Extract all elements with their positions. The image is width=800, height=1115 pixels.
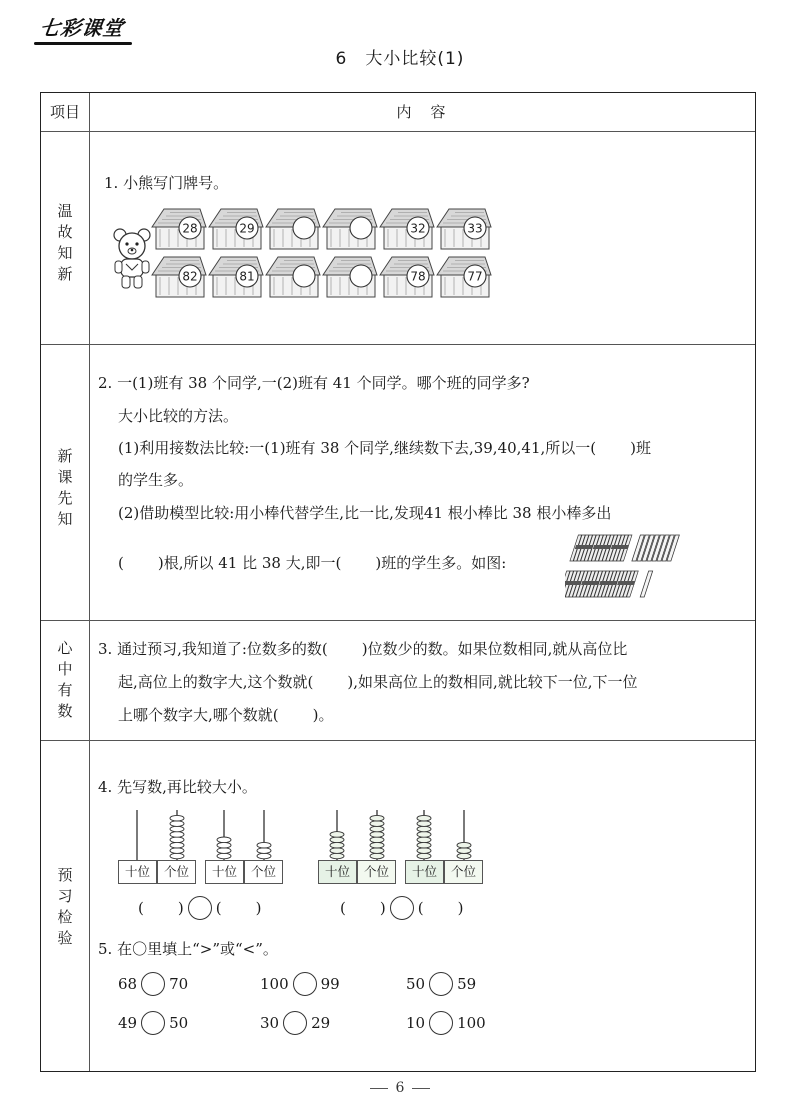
compare-circle[interactable] xyxy=(283,1011,307,1035)
brand-name: 七彩课堂 xyxy=(38,16,126,40)
page-number: 6 xyxy=(395,1080,405,1096)
abacus-bead xyxy=(457,842,471,848)
q5-pair-1: 68 70 xyxy=(118,972,188,996)
ones-place-label: 个位 xyxy=(244,860,283,884)
abacus-bead xyxy=(330,853,344,859)
house-number: 32 xyxy=(410,221,426,236)
q2-method-heading: 大小比较的方法。 xyxy=(118,407,239,425)
q5-pair-2: 100 99 xyxy=(260,972,340,996)
house-icon xyxy=(437,209,491,249)
q3-line1: 3. 通过预习,我知道了:位数多的数( )位数少的数。如果位数相同,就从高位比 xyxy=(98,640,628,658)
q3-line3: 上哪个数字大,哪个数就( )。 xyxy=(118,706,334,724)
compare-circle[interactable] xyxy=(141,972,165,996)
abacus-bead xyxy=(370,842,384,848)
abacus-bead xyxy=(330,837,344,843)
abacus-bead xyxy=(417,821,431,827)
abacus-bead xyxy=(170,848,184,854)
q2-method2-line: (2)借助模型比较:用小棒代替学生,比一比,发现41 根小棒比 38 根小棒多出 xyxy=(118,504,612,522)
abacus-bead xyxy=(170,815,184,821)
abacus-bead xyxy=(417,837,431,843)
abacus-bead xyxy=(370,853,384,859)
abacus-bead xyxy=(370,815,384,821)
abacus-bead xyxy=(370,848,384,854)
bear-icon xyxy=(110,226,154,290)
q5-pair-5: 30 29 xyxy=(260,1011,330,1035)
house-icon xyxy=(152,209,206,249)
q2-question: 2. 一(1)班有 38 个同学,一(2)班有 41 个同学。哪个班的同学多? xyxy=(98,374,530,392)
house-number: 82 xyxy=(182,269,198,284)
q3-line2: 起,高位上的数字大,这个数就( ),如果高位上的数相同,就比较下一位,下一位 xyxy=(118,673,638,691)
abacus-bead xyxy=(417,848,431,854)
abacus-bead xyxy=(330,832,344,838)
house-number-plate xyxy=(350,217,372,239)
abacus-bead xyxy=(330,848,344,854)
house-number: 77 xyxy=(467,269,483,284)
single-stick xyxy=(640,571,652,597)
abacus-bead xyxy=(457,848,471,854)
section-label-review: 温 故 知 新 xyxy=(57,202,73,283)
compare-circle[interactable] xyxy=(293,972,317,996)
row-divider xyxy=(41,740,755,741)
abacus-bead xyxy=(257,848,271,854)
stick-bundles-figure xyxy=(565,533,690,601)
abacus-bead xyxy=(170,842,184,848)
house-number: 29 xyxy=(239,221,255,236)
header-content: 内 容 xyxy=(396,103,448,121)
abacus-bead xyxy=(417,826,431,832)
house-number-rows xyxy=(150,205,500,305)
abacus-bead xyxy=(170,853,184,859)
house-icon xyxy=(266,257,320,297)
house-number-plate xyxy=(293,265,315,287)
q4-compare-2: ( ) ( ) xyxy=(340,896,463,920)
q5-pair-3: 50 59 xyxy=(406,972,476,996)
abacus-bead xyxy=(370,821,384,827)
section-label-new: 新 课 先 知 xyxy=(57,447,73,528)
q2-method1-end: 的学生多。 xyxy=(118,471,194,489)
house-number: 78 xyxy=(410,269,426,284)
abacus-bead xyxy=(217,837,231,843)
tens-place-label: 十位 xyxy=(118,860,157,884)
column-divider xyxy=(89,93,90,1071)
abacus-bead xyxy=(330,842,344,848)
lesson-title: 6 大小比较(1) xyxy=(335,49,465,69)
house-icon xyxy=(380,209,434,249)
brand-logo xyxy=(34,8,138,48)
abacus-bead xyxy=(370,826,384,832)
footer-dash xyxy=(412,1088,430,1089)
house-icon xyxy=(152,257,206,297)
q5-pair-6: 10 100 xyxy=(406,1011,486,1035)
compare-circle[interactable] xyxy=(188,896,212,920)
compare-circle[interactable] xyxy=(429,972,453,996)
section-label-check: 预 习 检 验 xyxy=(57,866,73,947)
house-number: 28 xyxy=(182,221,198,236)
section-label-mind: 心 中 有 数 xyxy=(57,639,73,720)
house-number: 33 xyxy=(467,221,483,236)
abacus-bead xyxy=(257,853,271,859)
tens-place-label: 十位 xyxy=(405,860,444,884)
abacus-bead xyxy=(217,848,231,854)
house-icon xyxy=(437,257,491,297)
abacus-bead xyxy=(170,832,184,838)
house-icon xyxy=(209,257,263,297)
page-footer xyxy=(0,1080,800,1096)
q4-compare-1: ( ) ( ) xyxy=(138,896,261,920)
abacus-bead xyxy=(170,837,184,843)
abacus-bead xyxy=(457,853,471,859)
abacus-bead xyxy=(217,853,231,859)
q5-title: 5. 在〇里填上“>”或“<”。 xyxy=(98,940,278,958)
row-divider xyxy=(41,620,755,621)
q1-title: 1. 小熊写门牌号。 xyxy=(104,174,229,192)
abacus-bead xyxy=(257,842,271,848)
house-number-plate xyxy=(350,265,372,287)
compare-circle[interactable] xyxy=(390,896,414,920)
compare-circle[interactable] xyxy=(429,1011,453,1035)
house-number-plate xyxy=(293,217,315,239)
abacus-bead xyxy=(417,853,431,859)
house-icon xyxy=(323,257,377,297)
abacus-bead xyxy=(417,815,431,821)
house-number: 81 xyxy=(239,269,255,284)
abacus-bead xyxy=(170,826,184,832)
ones-place-label: 个位 xyxy=(157,860,196,884)
row-divider xyxy=(41,344,755,345)
footer-dash xyxy=(370,1088,388,1089)
abacus-bead xyxy=(417,832,431,838)
compare-circle[interactable] xyxy=(141,1011,165,1035)
house-icon xyxy=(266,209,320,249)
q2-method1-line: (1)利用接数法比较:一(1)班有 38 个同学,继续数下去,39,40,41,所以一( )班 xyxy=(118,439,651,457)
ones-place-label: 个位 xyxy=(444,860,483,884)
ones-place-label: 个位 xyxy=(357,860,396,884)
q2-method2-answer: ( )根,所以 41 比 38 大,即一( )班的学生多。如图: xyxy=(118,554,507,572)
abacus-bead xyxy=(370,837,384,843)
abacus-bead xyxy=(417,842,431,848)
house-icon xyxy=(209,209,263,249)
abacus-bead xyxy=(370,832,384,838)
tens-place-label: 十位 xyxy=(318,860,357,884)
q4-title: 4. 先写数,再比较大小。 xyxy=(98,778,257,796)
header-item: 项目 xyxy=(49,103,80,121)
tens-place-label: 十位 xyxy=(205,860,244,884)
house-icon xyxy=(323,209,377,249)
q5-pair-4: 49 50 xyxy=(118,1011,188,1035)
house-icon xyxy=(380,257,434,297)
abacus-bead xyxy=(217,842,231,848)
row-divider xyxy=(41,131,755,132)
abacus-bead xyxy=(170,821,184,827)
